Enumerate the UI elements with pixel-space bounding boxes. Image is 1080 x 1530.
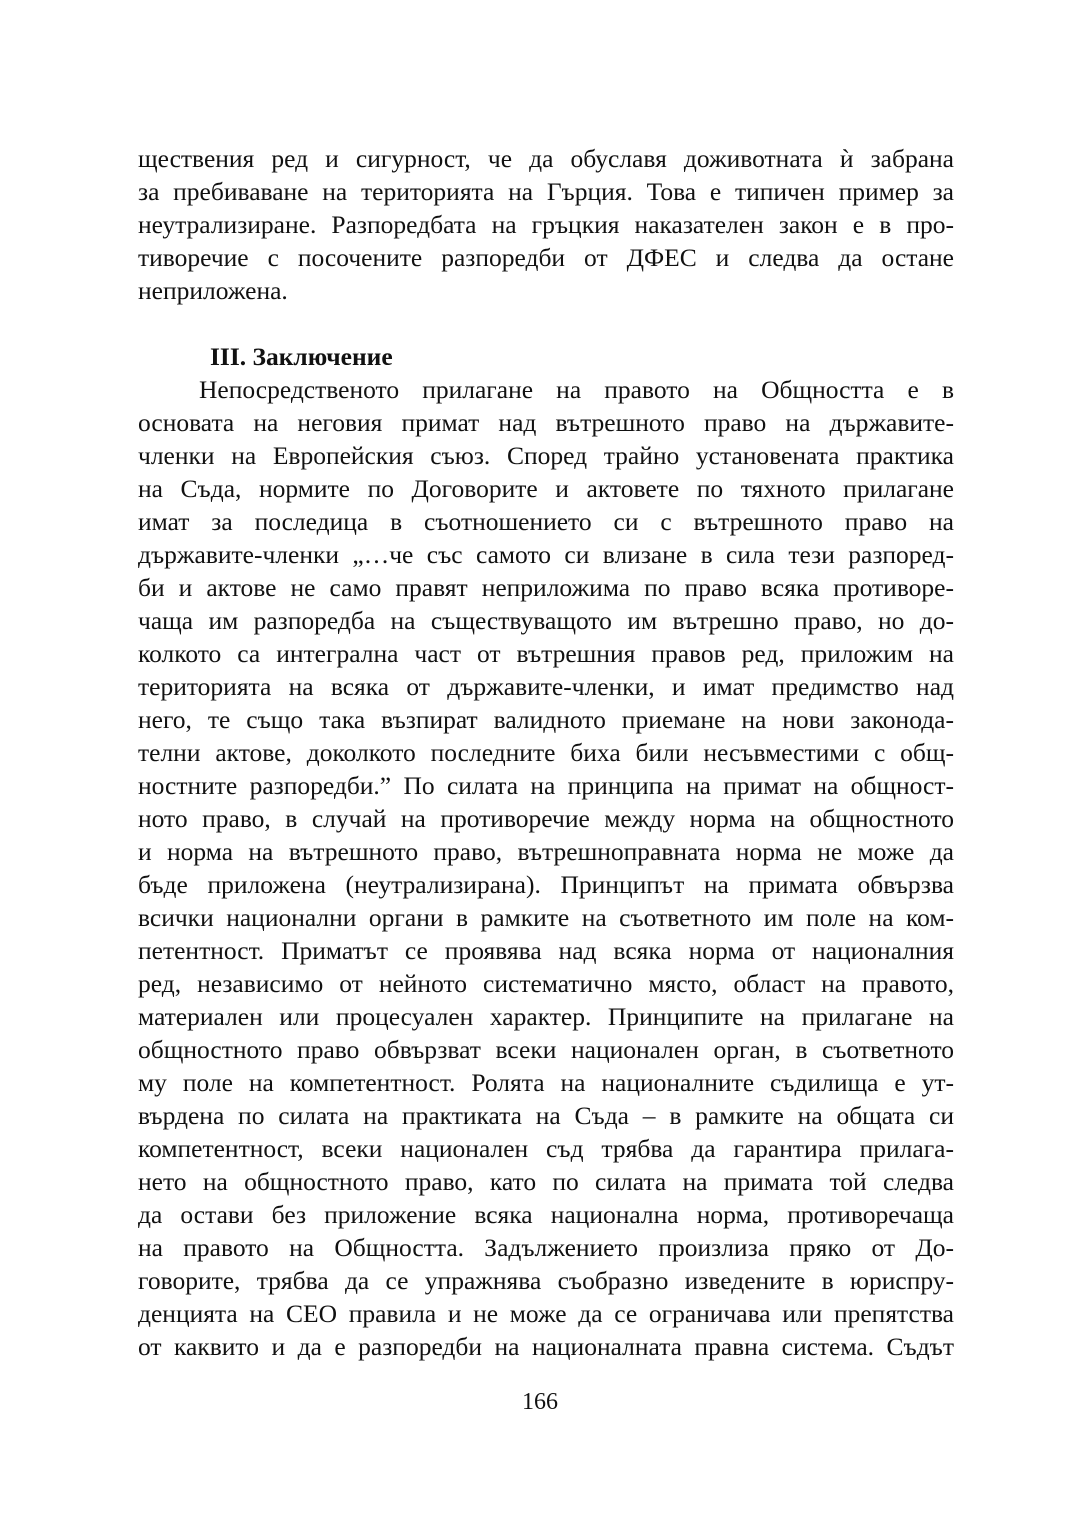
text-line: на Съда, нормите по Договорите и актовете по тяхното прилагане bbox=[138, 474, 954, 503]
text-line: тиворечие с посочените разпоредби от ДФЕС и следва да остане bbox=[138, 243, 954, 272]
text-line: на правото на Общността. Задължението произлиза пряко от До- bbox=[138, 1233, 954, 1262]
paragraph-conclusion bbox=[138, 373, 954, 1363]
text-line: неутрализиране. Разпоредбата на гръцкия наказателен закон е в про- bbox=[138, 210, 954, 239]
text-line: говорите, трябва да се упражнява съобразно изведените в юриспру- bbox=[138, 1266, 954, 1295]
text-line: му поле на компетентност. Ролята на националните съдилища е ут- bbox=[138, 1068, 954, 1097]
text-line: всички национални органи в рамките на съответното им поле на ком- bbox=[138, 903, 954, 932]
text-line: ното право, в случай на противоречие между норма на общностното bbox=[138, 804, 954, 833]
text-line: петентност. Приматът се проявява над всяка норма от националния bbox=[138, 936, 954, 965]
text-line: денцията на СЕО правила и не може да се ограничава или препятства bbox=[138, 1299, 954, 1328]
text-line: да остави без приложение всяка национална норма, противоречаща bbox=[138, 1200, 954, 1229]
text-line: неприложена. bbox=[138, 276, 288, 305]
section-heading: III. Заключение bbox=[210, 342, 393, 371]
text-line: Непосредственото прилагане на правото на Общността е в bbox=[199, 375, 954, 404]
text-line: него, те също така възпират валидното приемане на нови законода- bbox=[138, 705, 954, 734]
text-line: компетентност, всеки национален съд трябва да гарантира прилага- bbox=[138, 1134, 954, 1163]
text-line: държавите-членки „…че със самото си влизане в сила тези разпоред- bbox=[138, 540, 954, 569]
text-line: за пребиваване на територията на Гърция. Това е типичен пример за bbox=[138, 177, 954, 206]
text-line: би и актове не само правят неприложима по право всяка противоре- bbox=[138, 573, 954, 602]
text-line: ществения ред и сигурност, че да обуславя доживотната ѝ забрана bbox=[138, 144, 954, 173]
text-line: бъде приложена (неутрализирана). Принципът на примата обвързва bbox=[138, 870, 954, 899]
text-line: ред, независимо от нейното систематично място, област на правото, bbox=[138, 969, 954, 998]
text-line: телни актове, доколкото последните биха били несъвместими с общ- bbox=[138, 738, 954, 767]
text-line: и норма на вътрешното право, вътрешноправната норма не може да bbox=[138, 837, 954, 866]
text-line: ностните разпоредби.” По силата на принципа на примат на общност- bbox=[138, 771, 954, 800]
text-line: от каквито и да е разпоредби на националната правна система. Съдът bbox=[138, 1332, 954, 1361]
text-line: членки на Европейския съюз. Според трайно установената практика bbox=[138, 441, 954, 470]
text-line: нето на общностното право, като по силата на примата той следва bbox=[138, 1167, 954, 1196]
text-line: чаща им разпоредба на съществуващото им вътрешно право, но до- bbox=[138, 606, 954, 635]
text-line: основата на неговия примат над вътрешното право на държавите- bbox=[138, 408, 954, 437]
paragraph-continuation bbox=[138, 142, 954, 307]
text-line: общностното право обвързват всеки национален орган, в съответното bbox=[138, 1035, 954, 1064]
text-line: имат за последица в съотношението си с вътрешното право на bbox=[138, 507, 954, 536]
page-number: 166 bbox=[522, 1389, 558, 1415]
text-line: материален или процесуален характер. Принципите на прилагане на bbox=[138, 1002, 954, 1031]
text-line: колкото са интегрална част от вътрешния правов ред, приложим на bbox=[138, 639, 954, 668]
text-line: територията на всяка от държавите-членки, и имат предимство над bbox=[138, 672, 954, 701]
text-line: върдена по силата на практиката на Съда – в рамките на общата си bbox=[138, 1101, 954, 1130]
